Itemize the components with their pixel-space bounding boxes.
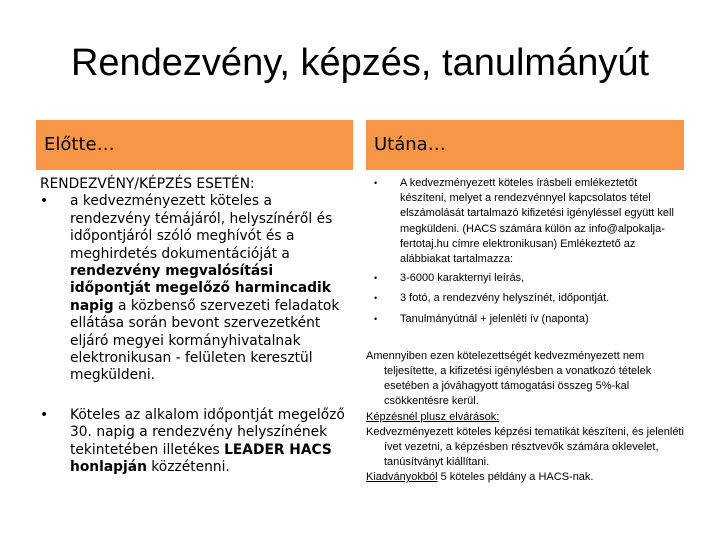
- before-column: [40, 176, 356, 477]
- publications-paragraph: [366, 470, 686, 485]
- event-subheading: RENDEZVÉNY/KÉPZÉS ESETÉN:: [40, 176, 255, 192]
- bullet-emphasis: rendezvény megvalósítási időpontját megelőző harmincadik napig: [70, 263, 331, 314]
- after-header: Utána…: [366, 120, 684, 170]
- after-bullet-memo: [366, 176, 686, 267]
- bullet-icon: •: [374, 178, 378, 188]
- bullet-emphasis: LEADER HACS honlapján: [70, 441, 332, 476]
- penalty-paragraph: Amennyiben ezen kötelezettségét kedvezményezett nem teljesítette, a kifizetési igénylésben a vonatkozó tételek esetében a jóváhagyott támogatási összeg 5%-kal csökkentésre kerül.: [366, 349, 652, 408]
- bullet-icon: •: [40, 193, 49, 210]
- publications-text: 5 köteles példány a HACS-nak.: [437, 471, 594, 484]
- bullet-text: 3 fotó, a rendezvény helyszínét, időpontját.: [400, 292, 610, 305]
- bullet-icon: •: [40, 406, 49, 423]
- publications-label: Kiadványokból: [366, 471, 438, 484]
- bullet-text: A kedvezményezett köteles írásbeli emlékeztetőt készíteni, melyet a rendezvénnyel kapcsolatos tétel elszámolását tartalmazó kifizetési igényléssel együtt kell megküldeni. (HACS számára külön az info@alpokalja-fertotaj.hu címre elektronikusan) Emlékeztető az alábbiakat tartalmazza:: [400, 177, 674, 266]
- bullet-text: Köteles az alkalom időpontját megelőző 30. napig a rendezvény helyszínének tekintetében illetékes: [70, 406, 345, 458]
- bullet-icon: •: [374, 313, 378, 324]
- bullet-text: a kedvezményezett köteles a rendezvény témájáról, helyszínéről és időpontjáról szóló meghívót és a meghirdetés dokumentációját a: [70, 193, 333, 262]
- after-bullet-photos: [366, 291, 686, 306]
- bullet-icon: •: [374, 293, 378, 304]
- bullet-text: Tanulmányútnál + jelenléti ív (naponta): [400, 312, 589, 325]
- after-column: [366, 176, 686, 486]
- bullet-icon: •: [374, 273, 378, 284]
- before-header: Előtte…: [36, 120, 353, 170]
- training-paragraph: Kedvezményezett köteles képzési tematikát készíteni, és jelenléti ívet vezetni, a képzésben résztvevők számára oklevelet, tanúsítványt kiállítani.: [366, 425, 684, 469]
- after-bullet-description: [366, 271, 686, 286]
- after-bullet-attendance: [366, 312, 686, 327]
- bullet-text: a közbenső szervezeti feladatok ellátása során bevont szervezetként eljáró megyei kormányhivatalnak elektronikusan - felületen keresztül megküldeni.: [70, 297, 340, 384]
- bullet-text: közzétenni.: [146, 459, 230, 476]
- training-requirements-label: Képzésnél plusz elvárások:: [366, 410, 500, 423]
- before-bullet-publish: [40, 407, 356, 477]
- bullet-text: 3-6000 karakternyi leírás,: [400, 272, 525, 285]
- page-title: Rendezvény, képzés, tanulmányút: [70, 42, 650, 84]
- before-bullet-invitation: [40, 193, 356, 384]
